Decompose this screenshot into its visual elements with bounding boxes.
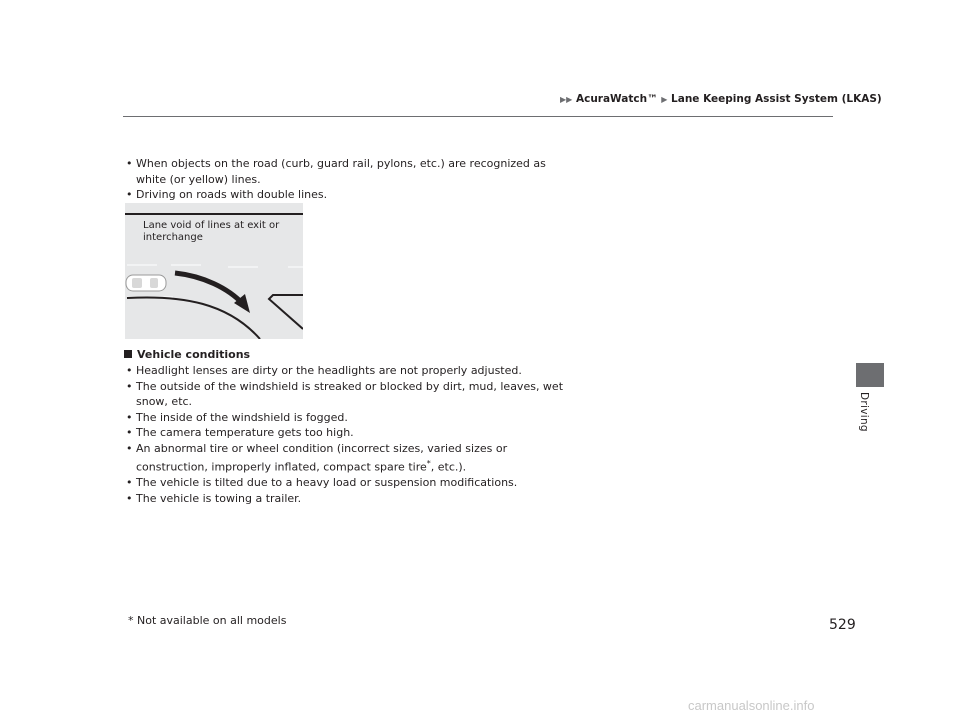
list-item: • The inside of the windshield is fogged.	[124, 410, 564, 426]
list-item: • The vehicle is towing a trailer.	[124, 491, 564, 507]
car-icon	[126, 275, 166, 291]
vehicle-conditions-list	[124, 363, 564, 506]
illustration-caption: Lane void of lines at exit or interchange	[143, 220, 280, 243]
list-item: • The vehicle is tilted due to a heavy load or suspension modifications.	[124, 475, 564, 491]
triangle-icon: ▶	[661, 95, 668, 104]
footnote-mark: *	[426, 459, 431, 468]
breadcrumb	[560, 93, 882, 105]
chapter-tab	[856, 363, 884, 387]
header-rule	[123, 116, 833, 117]
chapter-label: Driving	[858, 392, 870, 432]
list-item: • When objects on the road (curb, guard rail, pylons, etc.) are recognized as white (or yellow) lines.	[124, 156, 564, 187]
conditions-list-top	[124, 156, 564, 203]
page-number: 529	[829, 617, 856, 633]
double-triangle-icon: ▶▶	[560, 95, 573, 104]
list-item: • The outside of the windshield is streaked or blocked by dirt, mud, leaves, wet snow, etc.	[124, 379, 564, 410]
section-heading: Vehicle conditions	[124, 348, 250, 361]
list-item: • Headlight lenses are dirty or the headlights are not properly adjusted.	[124, 363, 564, 379]
breadcrumb-section: AcuraWatch™	[575, 93, 658, 105]
list-item: • The camera temperature gets too high.	[124, 425, 564, 441]
lane-illustration	[123, 203, 303, 339]
watermark: carmanualsonline.info	[688, 698, 815, 713]
square-bullet-icon	[124, 350, 132, 358]
list-item: • Driving on roads with double lines.	[124, 187, 564, 203]
list-item: • An abnormal tire or wheel condition (incorrect sizes, varied sizes or construction, improperly inflated, compact spare tire*, etc.).	[124, 441, 564, 476]
footnote: * Not available on all models	[128, 614, 287, 627]
breadcrumb-topic: Lane Keeping Assist System (LKAS)	[671, 93, 882, 105]
